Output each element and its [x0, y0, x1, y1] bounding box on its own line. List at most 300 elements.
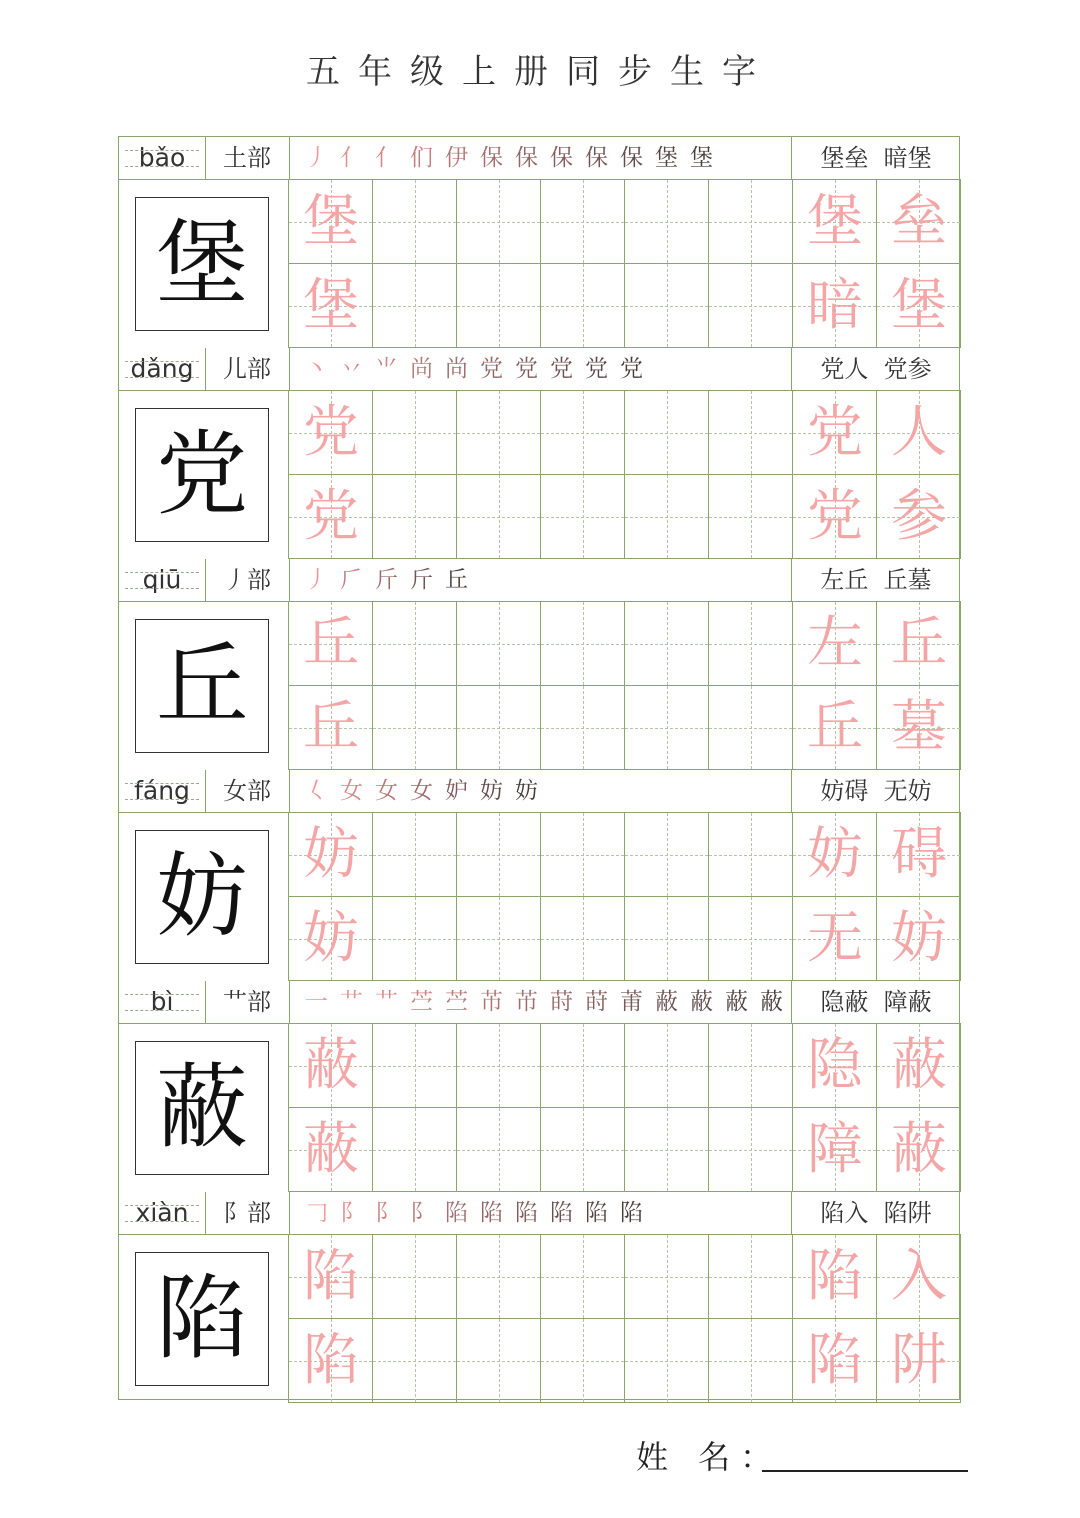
stroke-step: 陷: [480, 1200, 503, 1226]
stroke-step: 妨: [480, 778, 503, 804]
cell-guide-vertical: [415, 1319, 416, 1402]
stroke-step: 党: [515, 356, 538, 382]
trace-cell: [289, 475, 373, 559]
cell-guide-vertical: [499, 1235, 500, 1318]
trace-character: 堡: [303, 189, 359, 254]
writing-cell[interactable]: [457, 1108, 541, 1192]
word-separator: [868, 1199, 883, 1227]
trace-word-character: 暗: [807, 273, 863, 338]
stroke-step: 苎: [410, 989, 433, 1015]
pinyin: dǎng: [130, 354, 194, 383]
writing-cell[interactable]: [709, 1235, 793, 1319]
character-block: [119, 770, 961, 981]
word-separator: [868, 988, 883, 1016]
stroke-step: 艹: [340, 989, 363, 1015]
writing-cell[interactable]: [541, 1108, 625, 1192]
stroke-step: 艹: [375, 989, 398, 1015]
example-word: 党参: [883, 355, 932, 383]
writing-cell[interactable]: [541, 264, 625, 348]
writing-cell[interactable]: [709, 602, 793, 686]
model-character-box: [135, 408, 269, 542]
trace-cell: [289, 264, 373, 348]
trace-cell: [793, 180, 877, 264]
cell-guide-vertical: [583, 1108, 584, 1191]
trace-character: 蔽: [303, 1117, 359, 1182]
stroke-step: 女: [340, 778, 363, 804]
word-separator: [868, 355, 883, 383]
stroke-step: 丿: [305, 145, 328, 171]
stroke-step: 𡿨: [305, 778, 328, 804]
stroke-step: 女: [375, 778, 398, 804]
writing-cell[interactable]: [457, 897, 541, 981]
trace-cell: [289, 1108, 373, 1192]
cell-guide-vertical: [583, 1319, 584, 1402]
cell-guide-vertical: [415, 686, 416, 769]
stroke-step: 𠂆: [340, 567, 363, 593]
stroke-step: 丘: [445, 567, 468, 593]
cell-guide-vertical: [499, 813, 500, 896]
radical-label: 丿部: [223, 566, 271, 594]
stroke-step: 女: [410, 778, 433, 804]
pinyin-guide-line: [125, 150, 199, 151]
writing-cell[interactable]: [541, 1024, 625, 1108]
stroke-step: 芇: [515, 989, 538, 1015]
character-header-row: [119, 770, 961, 813]
example-word: 暗堡: [883, 144, 932, 172]
writing-cell[interactable]: [373, 897, 457, 981]
word-separator: [868, 144, 883, 172]
cell-guide-vertical: [415, 475, 416, 558]
writing-cell[interactable]: [625, 1108, 709, 1192]
example-word: 左丘: [820, 566, 869, 594]
cell-guide-vertical: [415, 602, 416, 685]
stroke-step: 们: [410, 145, 433, 171]
header-divider: [205, 1192, 206, 1235]
stroke-order: [289, 981, 791, 1024]
cell-guide-vertical: [583, 897, 584, 980]
cell-guide-vertical: [583, 813, 584, 896]
trace-word-character: 蔽: [891, 1117, 947, 1182]
writing-cell[interactable]: [457, 686, 541, 770]
trace-cell: [793, 602, 877, 686]
model-character-box: [135, 830, 269, 964]
writing-cell[interactable]: [457, 1319, 541, 1403]
radical-label: 艹部: [223, 988, 271, 1016]
character-block: [119, 137, 961, 348]
writing-cell[interactable]: [625, 897, 709, 981]
trace-cell: [877, 475, 961, 559]
character-header-row: [119, 1192, 961, 1235]
trace-word-character: 堡: [807, 189, 863, 254]
trace-word-character: 墓: [891, 695, 947, 760]
cell-guide-vertical: [667, 475, 668, 558]
writing-cell[interactable]: [457, 813, 541, 897]
writing-cell[interactable]: [457, 264, 541, 348]
cell-guide-vertical: [751, 813, 752, 896]
trace-cell: [793, 391, 877, 475]
trace-word-character: 人: [891, 400, 947, 465]
example-words: [791, 348, 961, 391]
trace-cell: [793, 897, 877, 981]
pinyin: qiū: [142, 565, 182, 594]
trace-word-character: 妨: [891, 906, 947, 971]
stroke-step: 堡: [690, 145, 713, 171]
stroke-step: 陷: [445, 1200, 468, 1226]
stroke-step: 阝: [375, 1200, 398, 1226]
practice-sheet: [118, 136, 960, 1400]
name-label: 姓 名：: [636, 1438, 783, 1476]
stroke-step: 蔽: [690, 989, 713, 1015]
writing-cell[interactable]: [625, 264, 709, 348]
writing-grid: [289, 1235, 961, 1403]
stroke-step: 尚: [445, 356, 468, 382]
trace-word-character: 垒: [891, 189, 947, 254]
example-word: 无妨: [883, 777, 932, 805]
pinyin: bǎo: [138, 143, 186, 172]
writing-cell[interactable]: [373, 686, 457, 770]
header-divider: [205, 559, 206, 602]
writing-cell[interactable]: [625, 475, 709, 559]
writing-cell[interactable]: [709, 475, 793, 559]
stroke-step: 党: [480, 356, 503, 382]
word-separator: [868, 566, 883, 594]
stroke-order: [289, 348, 791, 391]
model-character: 蔽: [155, 1054, 248, 1161]
character-block: [119, 1192, 961, 1403]
stroke-step: 保: [585, 145, 608, 171]
pinyin-guide-line: [125, 1010, 199, 1011]
cell-guide-vertical: [415, 813, 416, 896]
trace-word-character: 陷: [807, 1244, 863, 1309]
trace-word-character: 蔽: [891, 1033, 947, 1098]
example-word: 妨碍: [820, 777, 869, 805]
trace-cell: [793, 686, 877, 770]
writing-cell[interactable]: [457, 602, 541, 686]
cell-guide-vertical: [415, 897, 416, 980]
stroke-step: 党: [550, 356, 573, 382]
stroke-step: 丿: [305, 567, 328, 593]
stroke-order: [289, 559, 791, 602]
stroke-step: 保: [515, 145, 538, 171]
writing-cell[interactable]: [709, 1319, 793, 1403]
pinyin-guide-line: [125, 377, 199, 378]
model-character-box: [135, 197, 269, 331]
writing-cell[interactable]: [373, 1108, 457, 1192]
writing-grid: [289, 1024, 961, 1192]
writing-cell[interactable]: [541, 180, 625, 264]
trace-cell: [877, 602, 961, 686]
writing-cell[interactable]: [709, 897, 793, 981]
cell-guide-vertical: [583, 1024, 584, 1107]
header-divider: [791, 137, 792, 180]
trace-cell: [793, 475, 877, 559]
stroke-step: 陷: [515, 1200, 538, 1226]
trace-cell: [793, 1108, 877, 1192]
example-word: 陷入: [820, 1199, 869, 1227]
writing-cell[interactable]: [625, 1024, 709, 1108]
trace-cell: [289, 602, 373, 686]
stroke-step: 保: [620, 145, 643, 171]
cell-guide-vertical: [667, 813, 668, 896]
writing-cell[interactable]: [709, 1108, 793, 1192]
cell-guide-vertical: [499, 391, 500, 474]
trace-word-character: 丘: [807, 695, 863, 760]
cell-guide-vertical: [667, 1235, 668, 1318]
cell-guide-vertical: [499, 180, 500, 263]
pinyin-guide-line: [125, 994, 199, 995]
trace-cell: [877, 1319, 961, 1403]
trace-cell: [877, 686, 961, 770]
trace-character: 陷: [303, 1244, 359, 1309]
stroke-step: 蔽: [760, 989, 783, 1015]
pinyin: xiàn: [135, 1198, 189, 1227]
cell-guide-vertical: [667, 391, 668, 474]
stroke-step: 保: [550, 145, 573, 171]
writing-cell[interactable]: [373, 813, 457, 897]
stroke-step: 斤: [375, 567, 398, 593]
trace-word-character: 丘: [891, 611, 947, 676]
stroke-step: 党: [620, 356, 643, 382]
trace-word-character: 左: [807, 611, 863, 676]
model-character: 陷: [155, 1265, 248, 1372]
stroke-step: 陷: [550, 1200, 573, 1226]
trace-cell: [877, 180, 961, 264]
cell-guide-vertical: [499, 475, 500, 558]
trace-word-character: 妨: [807, 822, 863, 887]
writing-cell[interactable]: [625, 391, 709, 475]
cell-guide-vertical: [751, 180, 752, 263]
writing-cell[interactable]: [457, 1235, 541, 1319]
writing-cell[interactable]: [373, 180, 457, 264]
writing-cell[interactable]: [709, 264, 793, 348]
writing-cell[interactable]: [625, 1319, 709, 1403]
trace-word-character: 无: [807, 906, 863, 971]
trace-cell: [793, 1319, 877, 1403]
header-divider: [791, 348, 792, 391]
trace-cell: [793, 1024, 877, 1108]
trace-word-character: 障: [807, 1117, 863, 1182]
trace-cell: [877, 1024, 961, 1108]
stroke-order: [289, 137, 791, 180]
cell-guide-vertical: [583, 391, 584, 474]
writing-cell[interactable]: [373, 264, 457, 348]
cell-guide-vertical: [415, 180, 416, 263]
writing-cell[interactable]: [625, 1235, 709, 1319]
stroke-step: ⺌: [375, 356, 398, 382]
writing-cell[interactable]: [373, 1235, 457, 1319]
example-word: 陷阱: [883, 1199, 932, 1227]
cell-guide-vertical: [751, 897, 752, 980]
cell-guide-vertical: [583, 180, 584, 263]
writing-cell[interactable]: [541, 813, 625, 897]
trace-cell: [793, 813, 877, 897]
cell-guide-vertical: [583, 602, 584, 685]
header-divider: [205, 348, 206, 391]
writing-cell[interactable]: [373, 391, 457, 475]
example-word: 丘墓: [883, 566, 932, 594]
writing-cell[interactable]: [373, 1319, 457, 1403]
writing-cell[interactable]: [709, 686, 793, 770]
pinyin-guide-line: [125, 572, 199, 573]
stroke-step: 亻: [375, 145, 398, 171]
stroke-step: 阝: [410, 1200, 433, 1226]
writing-cell[interactable]: [541, 1235, 625, 1319]
cell-guide-vertical: [499, 264, 500, 347]
header-divider: [791, 981, 792, 1024]
trace-cell: [877, 1108, 961, 1192]
trace-word-character: 入: [891, 1244, 947, 1309]
cell-guide-vertical: [583, 1235, 584, 1318]
header-divider: [289, 981, 290, 1024]
radical-label: 阝部: [223, 1199, 271, 1227]
character-block: [119, 981, 961, 1192]
stroke-step: 伊: [445, 145, 468, 171]
cell-guide-vertical: [499, 1108, 500, 1191]
trace-character: 堡: [303, 273, 359, 338]
example-word: 隐蔽: [820, 988, 869, 1016]
pinyin-guide-line: [125, 361, 199, 362]
stroke-step: 尚: [410, 356, 433, 382]
writing-cell[interactable]: [541, 686, 625, 770]
trace-word-character: 隐: [807, 1033, 863, 1098]
example-word: 障蔽: [883, 988, 932, 1016]
model-character-box: [135, 1252, 269, 1386]
pinyin-guide-line: [125, 1221, 199, 1222]
trace-word-character: 陷: [807, 1328, 863, 1393]
header-divider: [205, 981, 206, 1024]
cell-guide-vertical: [751, 602, 752, 685]
cell-guide-vertical: [667, 1108, 668, 1191]
trace-cell: [289, 1235, 373, 1319]
cell-guide-vertical: [415, 391, 416, 474]
writing-cell[interactable]: [457, 391, 541, 475]
stroke-step: 斤: [410, 567, 433, 593]
trace-cell: [289, 391, 373, 475]
radical-label: 土部: [223, 144, 271, 172]
trace-cell: [877, 813, 961, 897]
header-divider: [289, 1192, 290, 1235]
cell-guide-vertical: [499, 686, 500, 769]
example-words: [791, 559, 961, 602]
writing-cell[interactable]: [709, 1024, 793, 1108]
stroke-step: 阝: [340, 1200, 363, 1226]
writing-cell[interactable]: [709, 813, 793, 897]
writing-cell[interactable]: [457, 180, 541, 264]
trace-character: 党: [303, 400, 359, 465]
header-divider: [205, 137, 206, 180]
cell-guide-vertical: [667, 264, 668, 347]
trace-character: 丘: [303, 611, 359, 676]
cell-guide-vertical: [751, 1108, 752, 1191]
trace-cell: [877, 391, 961, 475]
cell-guide-vertical: [583, 264, 584, 347]
trace-character: 党: [303, 484, 359, 549]
header-divider: [205, 770, 206, 813]
stroke-step: 丶: [305, 356, 328, 382]
trace-cell: [289, 686, 373, 770]
trace-cell: [877, 1235, 961, 1319]
cell-guide-vertical: [415, 264, 416, 347]
stroke-step: 亻: [340, 145, 363, 171]
stroke-step: 莆: [620, 989, 643, 1015]
trace-cell: [289, 813, 373, 897]
page-title: 五年级上册同步生字: [306, 52, 774, 92]
pinyin-guide-line: [125, 588, 199, 589]
writing-cell[interactable]: [457, 475, 541, 559]
writing-cell[interactable]: [373, 1024, 457, 1108]
writing-cell[interactable]: [373, 475, 457, 559]
name-underline[interactable]: [762, 1470, 968, 1472]
word-separator: [868, 777, 883, 805]
trace-word-character: 碍: [891, 822, 947, 887]
cell-guide-vertical: [751, 1235, 752, 1318]
header-divider: [289, 559, 290, 602]
writing-grid: [289, 180, 961, 348]
model-character: 堡: [155, 210, 248, 317]
stroke-step: 蔽: [725, 989, 748, 1015]
stroke-step: 妒: [445, 778, 468, 804]
header-divider: [791, 770, 792, 813]
trace-character: 妨: [303, 822, 359, 887]
writing-cell[interactable]: [541, 602, 625, 686]
stroke-step: 陷: [620, 1200, 643, 1226]
stroke-step: 芇: [480, 989, 503, 1015]
character-header-row: [119, 137, 961, 180]
writing-cell[interactable]: [709, 391, 793, 475]
trace-character: 陷: [303, 1328, 359, 1393]
trace-cell: [877, 897, 961, 981]
cell-guide-vertical: [751, 264, 752, 347]
writing-cell[interactable]: [709, 180, 793, 264]
writing-cell[interactable]: [541, 1319, 625, 1403]
pinyin-guide-line: [125, 783, 199, 784]
writing-cell[interactable]: [625, 813, 709, 897]
cell-guide-vertical: [499, 1024, 500, 1107]
cell-guide-vertical: [415, 1024, 416, 1107]
model-character: 丘: [155, 632, 248, 739]
model-character-box: [135, 1041, 269, 1175]
header-divider: [791, 559, 792, 602]
writing-cell[interactable]: [541, 475, 625, 559]
writing-cell[interactable]: [373, 602, 457, 686]
cell-guide-vertical: [751, 1319, 752, 1402]
pinyin: bì: [150, 987, 174, 1016]
writing-cell[interactable]: [457, 1024, 541, 1108]
trace-character: 蔽: [303, 1033, 359, 1098]
trace-word-character: 阱: [891, 1328, 947, 1393]
writing-grid: [289, 602, 961, 770]
writing-cell[interactable]: [625, 686, 709, 770]
radical-label: 女部: [223, 777, 271, 805]
stroke-order: [289, 770, 791, 813]
writing-cell[interactable]: [541, 897, 625, 981]
character-header-row: [119, 559, 961, 602]
cell-guide-vertical: [583, 475, 584, 558]
example-word: 党人: [820, 355, 869, 383]
writing-cell[interactable]: [625, 602, 709, 686]
trace-word-character: 党: [807, 484, 863, 549]
writing-cell[interactable]: [625, 180, 709, 264]
writing-cell[interactable]: [541, 391, 625, 475]
cell-guide-vertical: [667, 1319, 668, 1402]
trace-cell: [793, 1235, 877, 1319]
trace-cell: [877, 264, 961, 348]
radical-label: 儿部: [223, 355, 271, 383]
trace-word-character: 堡: [891, 273, 947, 338]
header-divider: [289, 137, 290, 180]
character-block: [119, 559, 961, 770]
stroke-step: 堡: [655, 145, 678, 171]
